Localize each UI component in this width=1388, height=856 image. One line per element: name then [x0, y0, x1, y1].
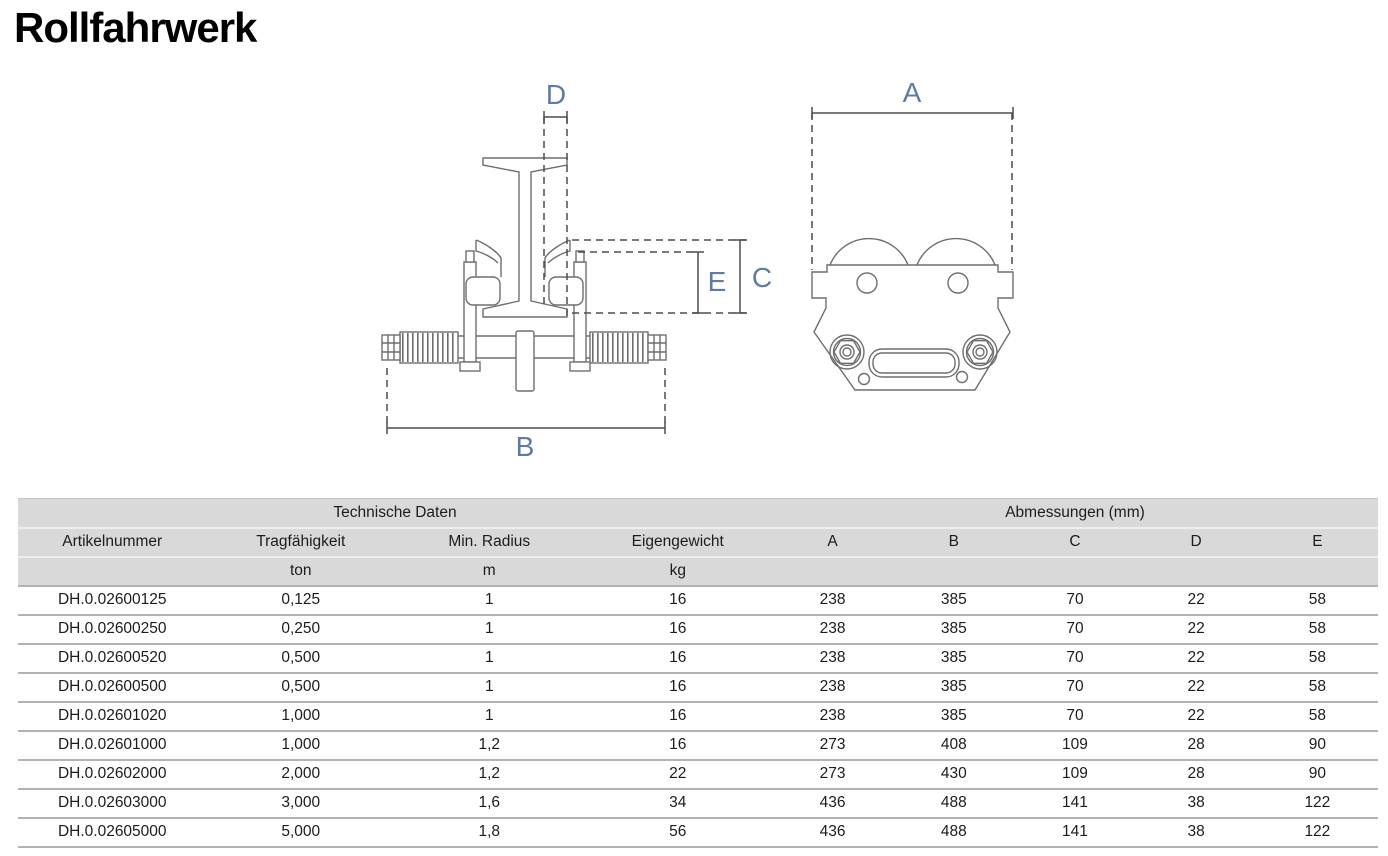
- cell-a: 273: [772, 731, 893, 760]
- unit-a: [772, 557, 893, 586]
- cell-d: 22: [1136, 586, 1257, 615]
- cell-min-radius: 1: [395, 702, 584, 731]
- column-header-row: [18, 528, 1378, 557]
- cell-tragf-higkeit: 0,125: [207, 586, 396, 615]
- cell-min-radius: 1: [395, 586, 584, 615]
- side-view-drawing: [382, 158, 666, 391]
- cell-e: 58: [1257, 615, 1378, 644]
- col-header-min-radius: Min. Radius: [395, 528, 584, 557]
- cell-artikelnummer: DH.0.02602000: [18, 760, 207, 789]
- cell-eigengewicht: 16: [584, 644, 773, 673]
- table-row: [18, 586, 1378, 615]
- dimension-label-b: B: [515, 431, 535, 462]
- front-view-dimensions: [812, 107, 1013, 270]
- cell-a: 238: [772, 644, 893, 673]
- cell-b: 385: [893, 673, 1014, 702]
- cell-eigengewicht: 22: [584, 760, 773, 789]
- cell-a: 273: [772, 760, 893, 789]
- cell-b: 385: [893, 586, 1014, 615]
- cell-c: 70: [1014, 615, 1135, 644]
- col-header-tragfaehigkeit: Tragfähigkeit: [207, 528, 396, 557]
- unit-min-radius: m: [395, 557, 584, 586]
- unit-artikelnummer: [18, 557, 207, 586]
- cell-eigengewicht: 16: [584, 731, 773, 760]
- cell-e: 58: [1257, 586, 1378, 615]
- cell-c: 109: [1014, 731, 1135, 760]
- cell-eigengewicht: 34: [584, 789, 773, 818]
- spec-table: [18, 498, 1378, 848]
- cell-d: 28: [1136, 731, 1257, 760]
- cell-b: 408: [893, 731, 1014, 760]
- cell-a: 436: [772, 818, 893, 847]
- cell-artikelnummer: DH.0.02600125: [18, 586, 207, 615]
- dimension-label-a: A: [902, 77, 922, 108]
- cell-b: 385: [893, 615, 1014, 644]
- cell-artikelnummer: DH.0.02601020: [18, 702, 207, 731]
- col-header-b: B: [893, 528, 1014, 557]
- col-header-c: C: [1014, 528, 1135, 557]
- cell-b: 385: [893, 702, 1014, 731]
- group-header-technische-daten: Technische Daten: [18, 499, 772, 528]
- cell-min-radius: 1: [395, 644, 584, 673]
- unit-eigengewicht: kg: [584, 557, 773, 586]
- cell-a: 238: [772, 702, 893, 731]
- cell-artikelnummer: DH.0.02605000: [18, 818, 207, 847]
- col-header-a: A: [772, 528, 893, 557]
- cell-tragf-higkeit: 1,000: [207, 702, 396, 731]
- cell-eigengewicht: 16: [584, 673, 773, 702]
- cell-d: 38: [1136, 818, 1257, 847]
- cell-d: 22: [1136, 644, 1257, 673]
- cell-artikelnummer: DH.0.02600500: [18, 673, 207, 702]
- cell-artikelnummer: DH.0.02600520: [18, 644, 207, 673]
- cell-min-radius: 1,8: [395, 818, 584, 847]
- table-row: [18, 644, 1378, 673]
- cell-d: 22: [1136, 615, 1257, 644]
- cell-eigengewicht: 16: [584, 586, 773, 615]
- cell-e: 90: [1257, 760, 1378, 789]
- cell-min-radius: 1: [395, 673, 584, 702]
- cell-c: 70: [1014, 644, 1135, 673]
- cell-eigengewicht: 16: [584, 615, 773, 644]
- cell-d: 22: [1136, 673, 1257, 702]
- table-row: [18, 615, 1378, 644]
- cell-d: 22: [1136, 702, 1257, 731]
- table-row: [18, 760, 1378, 789]
- unit-d: [1136, 557, 1257, 586]
- cell-c: 141: [1014, 818, 1135, 847]
- front-view-drawing: [812, 239, 1013, 390]
- cell-c: 70: [1014, 586, 1135, 615]
- cell-e: 122: [1257, 818, 1378, 847]
- cell-d: 38: [1136, 789, 1257, 818]
- cell-a: 436: [772, 789, 893, 818]
- cell-b: 488: [893, 789, 1014, 818]
- cell-d: 28: [1136, 760, 1257, 789]
- cell-c: 141: [1014, 789, 1135, 818]
- table-row: [18, 673, 1378, 702]
- unit-e: [1257, 557, 1378, 586]
- cell-eigengewicht: 16: [584, 702, 773, 731]
- unit-c: [1014, 557, 1135, 586]
- cell-artikelnummer: DH.0.02603000: [18, 789, 207, 818]
- cell-tragf-higkeit: 0,500: [207, 673, 396, 702]
- cell-e: 58: [1257, 673, 1378, 702]
- cell-tragf-higkeit: 5,000: [207, 818, 396, 847]
- cell-min-radius: 1,2: [395, 731, 584, 760]
- cell-e: 90: [1257, 731, 1378, 760]
- unit-b: [893, 557, 1014, 586]
- col-header-d: D: [1136, 528, 1257, 557]
- cell-c: 70: [1014, 673, 1135, 702]
- cell-min-radius: 1,2: [395, 760, 584, 789]
- units-row: [18, 557, 1378, 586]
- cell-e: 58: [1257, 702, 1378, 731]
- cell-tragf-higkeit: 2,000: [207, 760, 396, 789]
- cell-tragf-higkeit: 3,000: [207, 789, 396, 818]
- table-row: [18, 731, 1378, 760]
- cell-a: 238: [772, 615, 893, 644]
- cell-e: 122: [1257, 789, 1378, 818]
- cell-a: 238: [772, 673, 893, 702]
- col-header-artikelnummer: Artikelnummer: [18, 528, 207, 557]
- cell-c: 109: [1014, 760, 1135, 789]
- page-title: Rollfahrwerk: [14, 4, 257, 51]
- table-body: [18, 586, 1378, 847]
- table-row: [18, 818, 1378, 847]
- cell-min-radius: 1: [395, 615, 584, 644]
- cell-artikelnummer: DH.0.02601000: [18, 731, 207, 760]
- unit-tragfaehigkeit: ton: [207, 557, 396, 586]
- cell-b: 488: [893, 818, 1014, 847]
- dimension-label-e: E: [707, 266, 727, 297]
- col-header-eigengewicht: Eigengewicht: [584, 528, 773, 557]
- cell-a: 238: [772, 586, 893, 615]
- cell-b: 430: [893, 760, 1014, 789]
- cell-tragf-higkeit: 0,250: [207, 615, 396, 644]
- cell-c: 70: [1014, 702, 1135, 731]
- table-row: [18, 702, 1378, 731]
- cell-tragf-higkeit: 1,000: [207, 731, 396, 760]
- cell-eigengewicht: 56: [584, 818, 773, 847]
- side-view-dimensions: [387, 111, 748, 434]
- table-row: [18, 789, 1378, 818]
- cell-min-radius: 1,6: [395, 789, 584, 818]
- dimension-label-d: D: [545, 79, 567, 110]
- cell-e: 58: [1257, 644, 1378, 673]
- cell-tragf-higkeit: 0,500: [207, 644, 396, 673]
- dimension-label-c: C: [751, 262, 773, 293]
- group-header-row: [18, 499, 1378, 528]
- cell-artikelnummer: DH.0.02600250: [18, 615, 207, 644]
- group-header-abmessungen: Abmessungen (mm): [772, 499, 1378, 528]
- cell-b: 385: [893, 644, 1014, 673]
- col-header-e: E: [1257, 528, 1378, 557]
